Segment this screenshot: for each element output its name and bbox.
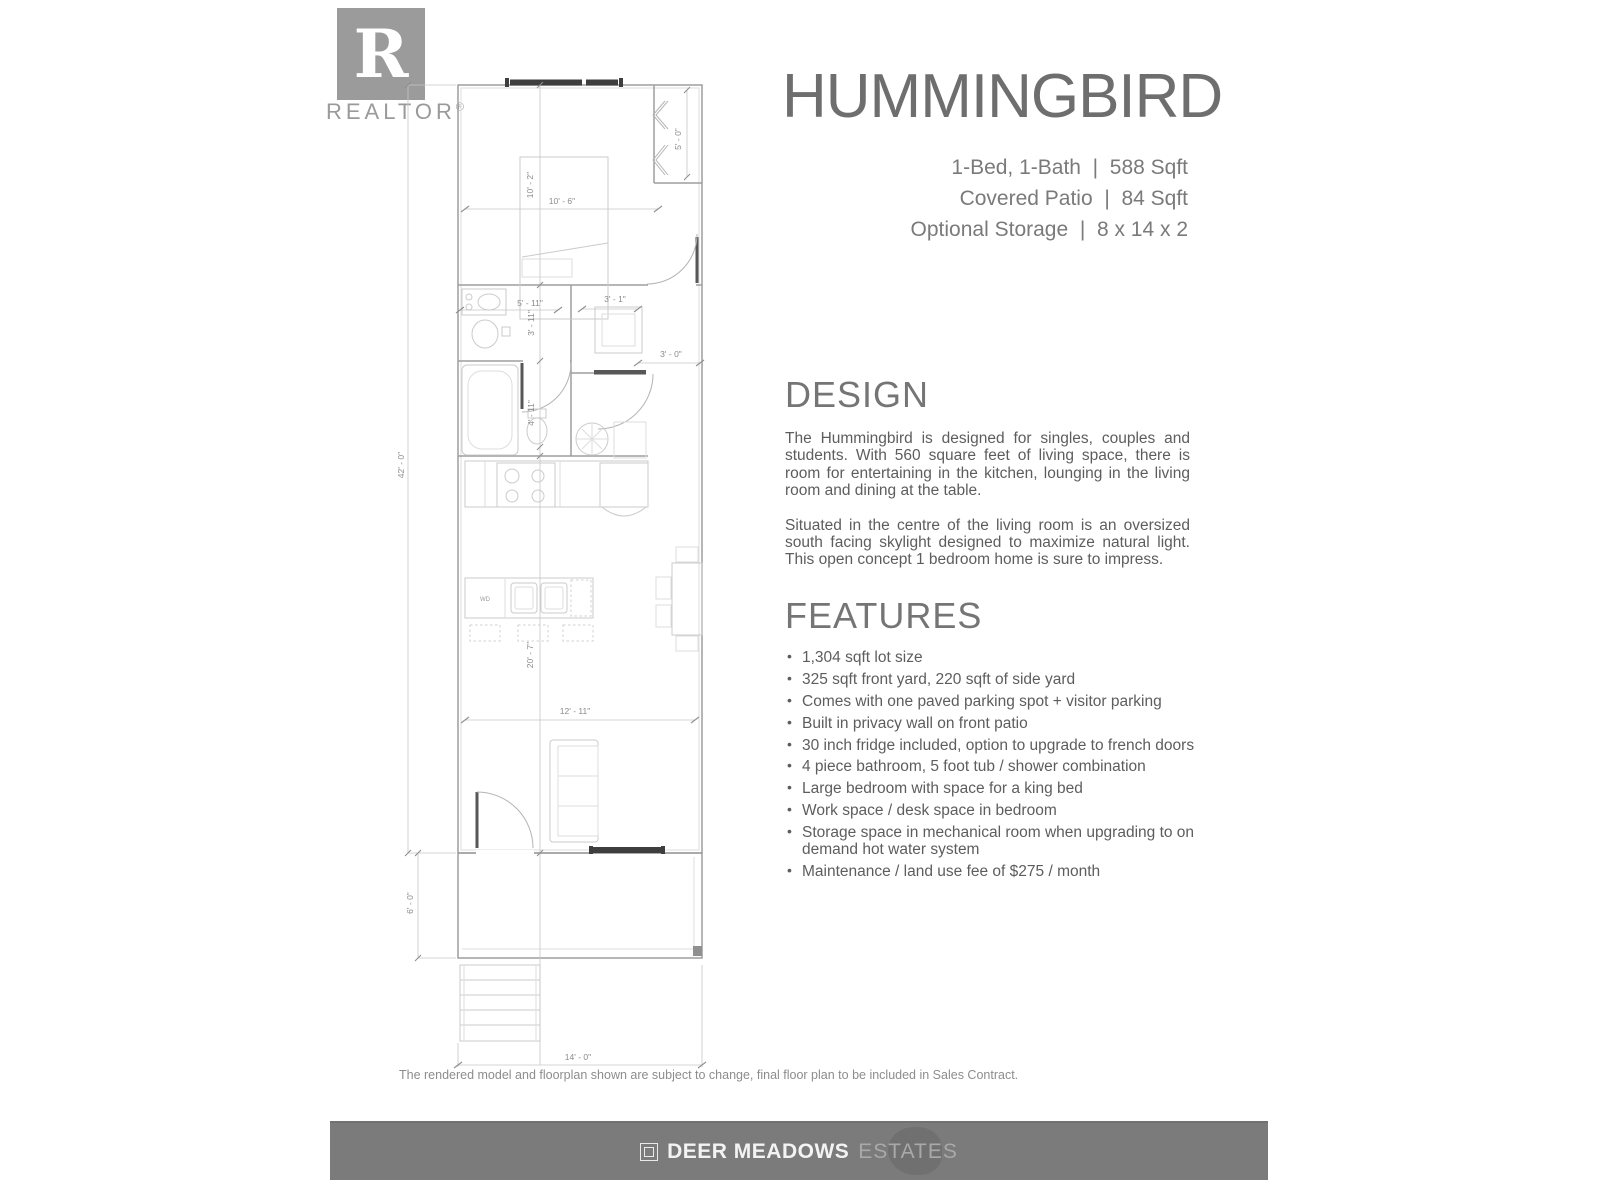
feature-item: • 4 piece bathroom, 5 foot tub / shower combination [785,758,1200,775]
unit-specs [782,152,1188,245]
feature-item: • 325 sqft front yard, 220 sqft of side yard [785,671,1200,688]
feature-item: • Comes with one paved parking spot + visitor parking [785,693,1200,710]
spec-line: Optional Storage | 8 x 14 x 2 [910,218,1188,241]
design-paragraph: The Hummingbird is designed for singles, couples and students. With 560 square feet of living space, there is room for entertaining in the kitchen, lounging in the living room and dining at the table. [785,430,1190,500]
feature-item: • 1,304 sqft lot size [785,649,1200,666]
realtor-wordmark-text: REALTOR [326,99,456,124]
dim-vanity: 5' - 11" [517,298,543,308]
feature-item: • Storage space in mechanical room when upgrading to on demand hot water system [785,824,1200,859]
dim-bedroom-depth: 10' - 2" [525,171,535,199]
dim-living-width: 12' - 11" [559,706,591,716]
dim-bedroom-width: 10' - 6" [548,196,576,206]
dim-linen: 3' - 1" [604,294,626,304]
feature-item: • Built in privacy wall on front patio [785,715,1200,732]
dim-tub-room: 4' - 11" [526,400,536,426]
feature-item: • Work space / desk space in bedroom [785,802,1200,819]
page-title: HUMMINGBIRD [782,62,1223,131]
features-heading: FEATURES [785,595,983,636]
deer-meadows-logo-icon [640,1143,658,1161]
dim-overall-height: 42' - 0" [396,451,406,479]
disclaimer-text: The rendered model and floorplan shown are subject to change, final floor plan to be included in Sales Contract. [399,1068,1019,1082]
dim-bath-depth: 3' - 11" [526,310,536,336]
deer-meadows-logo [640,1140,958,1164]
feature-item: • Large bedroom with space for a king bed [785,780,1200,797]
feature-item: • 30 inch fridge included, option to upgrade to french doors [785,737,1200,754]
floorplan-drawing [390,65,720,1070]
island-washer-dryer-label: WD [480,597,490,603]
dim-closet: 5' - 0" [673,128,683,150]
footer-brand-primary: DEER MEADOWS [667,1139,850,1163]
design-section [785,374,1190,586]
footer-bar [330,1121,1268,1180]
spec-line: 1-Bed, 1-Bath | 588 Sqft [951,156,1188,179]
dim-overall-width: 14' - 0" [564,1052,592,1062]
dim-kitchen-living: 20' - 7" [525,641,535,669]
features-list [785,649,1200,881]
dim-patio-depth: 6' - 0" [405,892,415,914]
spec-line: Covered Patio | 84 Sqft [959,187,1188,210]
registered-trademark: ® [455,101,464,114]
design-paragraph: Situated in the centre of the living room is an oversized south facing skylight designed to maximize natural light. This open concept 1 bedroom home is sure to impress. [785,516,1190,569]
feature-item: • Maintenance / land use fee of $275 / month [785,863,1200,880]
footer-brand-secondary: ESTATES [858,1139,958,1163]
design-heading: DESIGN [785,374,930,415]
dim-hall: 3' - 0" [660,349,682,359]
realtor-logo-letter: R [353,15,409,93]
features-section [785,595,1200,885]
